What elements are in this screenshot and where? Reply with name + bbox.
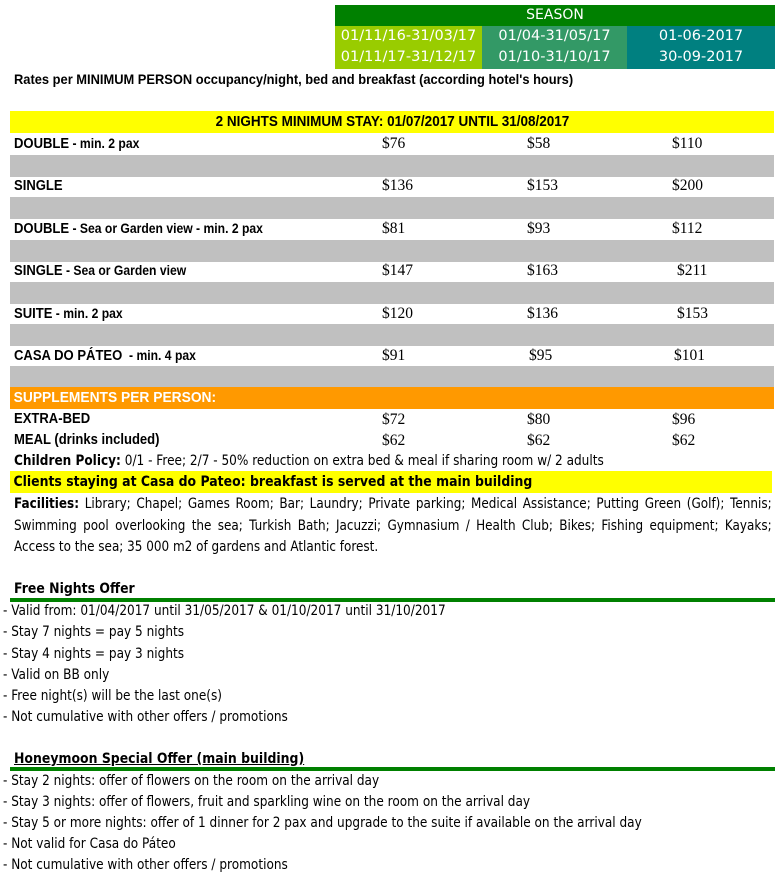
season-date-range: 30-09-2017 xyxy=(658,49,744,65)
clients-note-banner xyxy=(10,471,772,493)
supplement-name: MEAL (drinks included) xyxy=(14,432,160,448)
price-season-1: $120 xyxy=(382,305,413,322)
season-header: SEASON xyxy=(335,5,775,26)
season-column-high xyxy=(627,26,775,69)
min-stay-text: 2 NIGHTS MINIMUM STAY: 01/07/2017 UNTIL 31/08/2017 xyxy=(215,113,569,130)
supplement-row xyxy=(10,430,774,451)
room-name: DOUBLE xyxy=(14,221,70,237)
price-season-1: $91 xyxy=(382,347,406,364)
supplement-name: EXTRA-BED xyxy=(14,411,91,427)
price-season-3: $200 xyxy=(672,177,703,194)
free-nights-item: - Stay 7 nights = pay 5 nights xyxy=(3,624,185,640)
room-name: DOUBLE xyxy=(14,136,70,152)
season-date-range: 01/04-31/05/17 xyxy=(498,28,611,44)
honeymoon-item: - Stay 5 or more nights: offer of 1 dinner for 2 pax and upgrade to the suite if available on the arrival day xyxy=(3,815,642,831)
price-season-2: $62 xyxy=(527,432,551,449)
free-nights-title: Free Nights Offer xyxy=(14,581,135,597)
room-detail: - min. 2 pax xyxy=(52,306,123,321)
price-season-3: $110 xyxy=(672,135,703,152)
free-nights-item: - Free night(s) will be the last one(s) xyxy=(3,688,223,704)
season-date-range: 01/11/16-31/03/17 xyxy=(340,28,477,44)
room-detail: - Sea or Garden view xyxy=(62,263,187,278)
room-row xyxy=(10,303,774,325)
honeymoon-item: - Stay 2 nights: offer of flowers on the room on the arrival day xyxy=(3,773,380,789)
spacer-row xyxy=(10,282,774,304)
season-date-range: 01/11/17-31/12/17 xyxy=(340,49,477,65)
room-label xyxy=(14,260,186,282)
price-season-1: $81 xyxy=(382,220,406,237)
honeymoon-item: - Stay 3 nights: offer of flowers, fruit and sparkling wine on the room on the arrival day xyxy=(3,794,531,810)
rates-note: Rates per MINIMUM PERSON occupancy/night, bed and breakfast (according hotel's hours) xyxy=(14,71,574,87)
price-season-1: $62 xyxy=(382,432,406,449)
price-season-1: $72 xyxy=(382,411,406,428)
facilities-label: Facilities: xyxy=(14,496,80,512)
room-detail: - min. 2 pax xyxy=(69,136,140,151)
room-name: CASA DO PÁTEO xyxy=(14,348,123,364)
spacer-row xyxy=(10,155,774,177)
price-season-2: $95 xyxy=(529,347,553,364)
room-name: SINGLE xyxy=(14,178,63,194)
honeymoon-item: - Not valid for Casa do Páteo xyxy=(3,836,176,852)
price-season-2: $93 xyxy=(527,220,551,237)
price-season-2: $80 xyxy=(527,411,551,428)
season-date-range: 01/10-31/10/17 xyxy=(498,49,611,65)
room-label xyxy=(14,303,123,325)
price-season-3: $211 xyxy=(677,262,708,279)
honeymoon-item: - Not cumulative with other offers / promotions xyxy=(3,857,288,873)
room-detail: - min. 4 pax xyxy=(122,348,196,363)
season-date-range: 01-06-2017 xyxy=(658,28,744,44)
price-season-1: $147 xyxy=(382,262,413,279)
price-season-2: $58 xyxy=(527,135,551,152)
room-row xyxy=(10,260,774,282)
spacer-row xyxy=(10,366,774,388)
room-label xyxy=(14,175,63,197)
free-nights-item: - Stay 4 nights = pay 3 nights xyxy=(3,646,185,662)
spacer-row xyxy=(10,324,774,346)
clients-note-text: Clients staying at Casa do Pateo: breakfast is served at the main building xyxy=(13,474,533,490)
min-stay-banner xyxy=(10,111,774,133)
season-column-low xyxy=(335,26,482,69)
room-row xyxy=(10,218,774,240)
supplements-header xyxy=(10,387,774,409)
room-label xyxy=(14,345,196,367)
room-label xyxy=(14,133,139,155)
room-row xyxy=(10,345,774,367)
free-nights-item: - Valid on BB only xyxy=(3,667,110,683)
price-season-1: $76 xyxy=(382,135,406,152)
price-season-3: $153 xyxy=(677,305,708,322)
room-detail: - Sea or Garden view - min. 2 pax xyxy=(69,221,263,236)
price-season-1: $136 xyxy=(382,177,413,194)
supplement-row xyxy=(10,409,774,430)
price-season-2: $136 xyxy=(527,305,558,322)
price-season-3: $96 xyxy=(672,411,696,428)
room-name: SUITE xyxy=(14,306,53,322)
supplements-title: SUPPLEMENTS PER PERSON: xyxy=(13,389,217,406)
free-nights-item: - Valid from: 01/04/2017 until 31/05/2017 & 01/10/2017 until 31/10/2017 xyxy=(3,603,446,619)
facilities-text: Library; Chapel; Games Room; Bar; Laundry; Private parking; Medical Assistance; Putting Green (Golf); Tennis; Swimming pool overlooking the sea; Turkish Bath; Jacuzzi; Gymnasium / Health Club; Bikes; Fishing equipment; Kayaks; Access to the sea; 35 000 m2 of gardens and Atlantic forest. xyxy=(14,496,772,555)
price-season-2: $153 xyxy=(527,177,558,194)
spacer-row xyxy=(10,197,774,219)
room-row xyxy=(10,133,774,155)
honeymoon-title: Honeymoon Special Offer (main building) xyxy=(14,751,305,767)
price-season-2: $163 xyxy=(527,262,558,279)
price-season-3: $101 xyxy=(674,347,705,364)
children-policy-label: Children Policy: xyxy=(14,453,121,469)
spacer-row xyxy=(10,240,774,262)
children-policy xyxy=(14,451,604,471)
room-label xyxy=(14,218,263,240)
season-column-mid xyxy=(482,26,627,69)
children-policy-text: 0/1 - Free; 2/7 - 50% reduction on extra bed & meal if sharing room w/ 2 adults xyxy=(120,453,604,469)
free-nights-item: - Not cumulative with other offers / promotions xyxy=(3,709,288,725)
room-name: SINGLE xyxy=(14,263,63,279)
price-season-3: $62 xyxy=(672,432,696,449)
room-row xyxy=(10,175,774,197)
price-season-3: $112 xyxy=(672,220,703,237)
facilities-paragraph xyxy=(14,494,772,559)
